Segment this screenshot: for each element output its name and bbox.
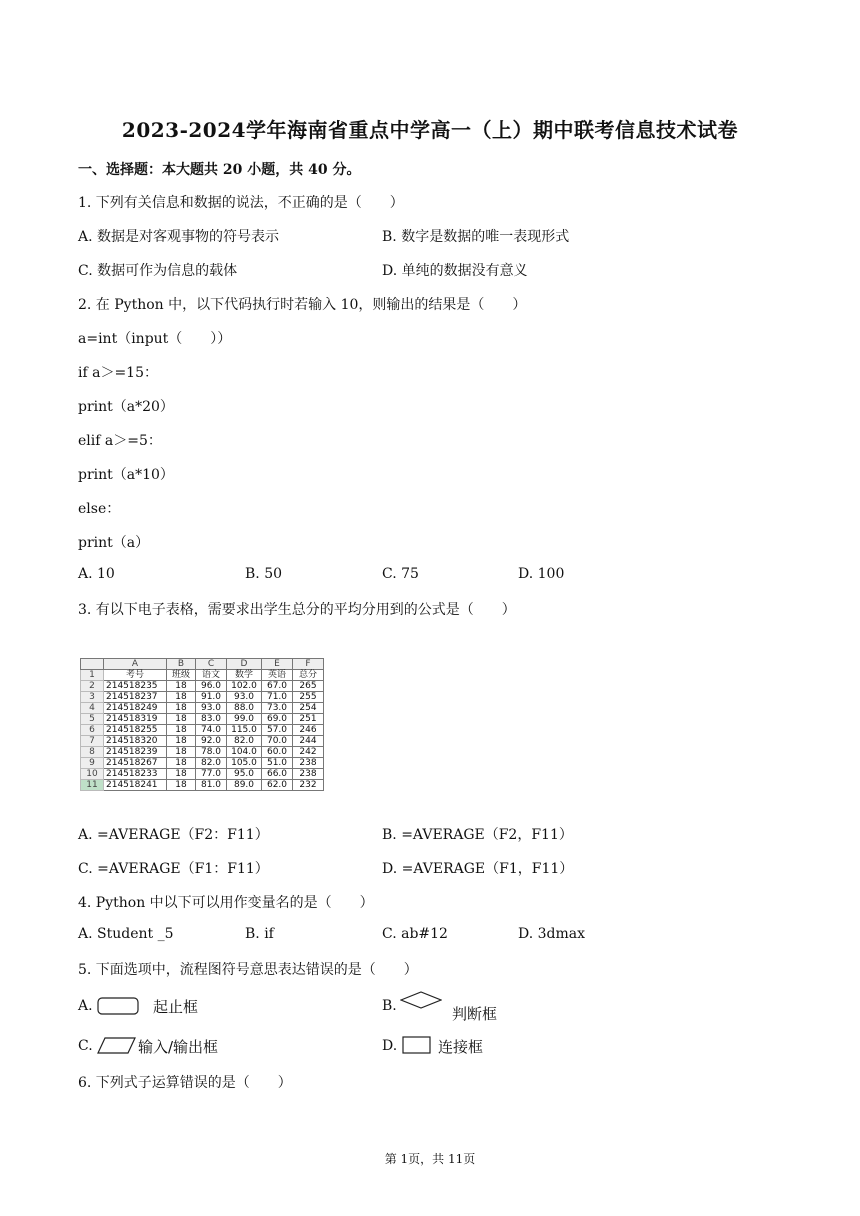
sheet-cell: 74.0 — [196, 725, 227, 736]
q2-code-line: else： — [78, 501, 121, 517]
sheet-row-number: 4 — [81, 703, 104, 714]
sheet-column-letter: B — [167, 659, 196, 670]
q3-stem: 3. 有以下电子表格，需要求出学生总分的平均分用到的公式是（ ） — [78, 602, 516, 618]
q2-code-line: if a＞=15： — [78, 365, 159, 381]
sheet-column-letter: D — [227, 659, 262, 670]
sheet-cell: 115.0 — [227, 725, 262, 736]
table-row — [81, 714, 324, 725]
sheet-cell: 232 — [293, 780, 324, 791]
sheet-header-cell: 班级 — [167, 670, 196, 681]
q4-option-d: D. 3dmax — [518, 926, 586, 942]
sheet-cell: 238 — [293, 769, 324, 780]
q1-stem: 1. 下列有关信息和数据的说法，不正确的是（ ） — [78, 195, 404, 211]
q4-stem: 4. Python 中以下可以用作变量名的是（ ） — [78, 895, 374, 911]
q2-option-d: D. 100 — [518, 566, 565, 582]
sheet-cell: 244 — [293, 736, 324, 747]
decision-symbol-icon — [400, 990, 442, 1012]
sheet-row-number: 1 — [81, 670, 104, 681]
sheet-cell: 254 — [293, 703, 324, 714]
sheet-cell: 18 — [167, 780, 196, 791]
q5-option-d-label: 连接框 — [438, 1038, 484, 1056]
q5-option-b: B. — [382, 998, 397, 1014]
section-heading: 一、选择题：本大题共 20 小题，共 40 分。 — [78, 162, 361, 178]
q5-option-a: A. — [78, 998, 93, 1014]
q5-option-d: D. — [382, 1038, 398, 1054]
sheet-cell: 18 — [167, 703, 196, 714]
q6-stem: 6. 下列式子运算错误的是（ ） — [78, 1075, 292, 1091]
table-row — [81, 780, 324, 791]
page-footer: 第 1页，共 11页 — [384, 1152, 476, 1166]
q3-option-b: B. =AVERAGE（F2，F11） — [382, 827, 573, 843]
sheet-cell: 51.0 — [262, 758, 293, 769]
q5-option-a-label: 起止框 — [153, 998, 199, 1016]
sheet-cell: 18 — [167, 736, 196, 747]
sheet-cell: 78.0 — [196, 747, 227, 758]
sheet-row-number: 9 — [81, 758, 104, 769]
q2-option-b: B. 50 — [245, 566, 283, 582]
sheet-row-number: 6 — [81, 725, 104, 736]
sheet-header-cell: 数学 — [227, 670, 262, 681]
table-row — [81, 736, 324, 747]
table-row — [81, 747, 324, 758]
sheet-cell: 82.0 — [196, 758, 227, 769]
sheet-cell: 214518255 — [104, 725, 167, 736]
sheet-column-letter: C — [196, 659, 227, 670]
sheet-cell: 251 — [293, 714, 324, 725]
q1-option-b: B. 数字是数据的唯一表现形式 — [382, 229, 570, 245]
sheet-column-letter: A — [104, 659, 167, 670]
sheet-corner-cell — [81, 659, 104, 670]
q1-option-c: C. 数据可作为信息的载体 — [78, 263, 238, 279]
spreadsheet-image — [80, 658, 324, 791]
sheet-cell: 83.0 — [196, 714, 227, 725]
q3-option-c: C. =AVERAGE（F1：F11） — [78, 861, 269, 877]
table-row — [81, 692, 324, 703]
q5-stem: 5. 下面选项中，流程图符号意思表达错误的是（ ） — [78, 962, 418, 978]
q2-code-line: print（a） — [78, 535, 150, 551]
sheet-column-letters — [81, 659, 324, 670]
sheet-cell: 102.0 — [227, 681, 262, 692]
table-row — [81, 703, 324, 714]
q5-option-b-label: 判断框 — [452, 1005, 498, 1023]
sheet-cell: 18 — [167, 758, 196, 769]
sheet-cell: 69.0 — [262, 714, 293, 725]
sheet-cell: 96.0 — [196, 681, 227, 692]
sheet-row-number: 3 — [81, 692, 104, 703]
q2-option-c: C. 75 — [382, 566, 419, 582]
q5-option-c-label: 输入/输出框 — [138, 1038, 219, 1056]
q2-code-line: elif a＞=5： — [78, 433, 162, 449]
sheet-cell: 81.0 — [196, 780, 227, 791]
sheet-cell: 99.0 — [227, 714, 262, 725]
sheet-row-number: 7 — [81, 736, 104, 747]
sheet-cell: 255 — [293, 692, 324, 703]
sheet-cell: 18 — [167, 725, 196, 736]
table-row — [81, 769, 324, 780]
sheet-cell: 93.0 — [227, 692, 262, 703]
sheet-cell: 105.0 — [227, 758, 262, 769]
q3-option-a: A. =AVERAGE（F2：F11） — [78, 827, 269, 843]
sheet-cell: 214518239 — [104, 747, 167, 758]
table-row — [81, 725, 324, 736]
sheet-cell: 89.0 — [227, 780, 262, 791]
sheet-column-letter: F — [293, 659, 324, 670]
sheet-cell: 246 — [293, 725, 324, 736]
q4-option-b: B. if — [245, 926, 274, 942]
sheet-cell: 214518241 — [104, 780, 167, 791]
process-symbol-icon — [402, 1036, 432, 1056]
table-row — [81, 758, 324, 769]
sheet-cell: 91.0 — [196, 692, 227, 703]
sheet-cell: 265 — [293, 681, 324, 692]
sheet-header-row — [81, 670, 324, 681]
q2-code-line: print（a*10） — [78, 467, 174, 483]
sheet-cell: 214518249 — [104, 703, 167, 714]
sheet-cell: 18 — [167, 714, 196, 725]
q4-option-a: A. Student _5 — [78, 926, 174, 942]
sheet-row-number: 10 — [81, 769, 104, 780]
table-row — [81, 681, 324, 692]
sheet-cell: 82.0 — [227, 736, 262, 747]
sheet-cell: 214518319 — [104, 714, 167, 725]
sheet-cell: 77.0 — [196, 769, 227, 780]
sheet-cell: 18 — [167, 747, 196, 758]
sheet-header-cell: 英语 — [262, 670, 293, 681]
sheet-cell: 214518235 — [104, 681, 167, 692]
terminal-symbol-icon — [97, 997, 139, 1017]
sheet-row-number: 11 — [81, 780, 104, 791]
sheet-cell: 62.0 — [262, 780, 293, 791]
q1-option-d: D. 单纯的数据没有意义 — [382, 263, 528, 279]
sheet-cell: 95.0 — [227, 769, 262, 780]
q4-option-c: C. ab#12 — [382, 926, 448, 942]
exam-title: 2023-2024学年海南省重点中学高一（上）期中联考信息技术试卷 — [121, 118, 739, 142]
sheet-cell: 71.0 — [262, 692, 293, 703]
sheet-cell: 66.0 — [262, 769, 293, 780]
sheet-cell: 73.0 — [262, 703, 293, 714]
sheet-cell: 104.0 — [227, 747, 262, 758]
sheet-cell: 92.0 — [196, 736, 227, 747]
sheet-header-cell: 考号 — [104, 670, 167, 681]
sheet-cell: 60.0 — [262, 747, 293, 758]
sheet-cell: 214518233 — [104, 769, 167, 780]
sheet-row-number: 8 — [81, 747, 104, 758]
sheet-cell: 238 — [293, 758, 324, 769]
sheet-cell: 18 — [167, 681, 196, 692]
sheet-cell: 214518237 — [104, 692, 167, 703]
sheet-cell: 67.0 — [262, 681, 293, 692]
q5-option-c: C. — [78, 1038, 93, 1054]
sheet-cell: 88.0 — [227, 703, 262, 714]
sheet-header-cell: 语文 — [196, 670, 227, 681]
sheet-cell: 18 — [167, 692, 196, 703]
sheet-header-cell: 总分 — [293, 670, 324, 681]
sheet-cell: 93.0 — [196, 703, 227, 714]
sheet-cell: 214518267 — [104, 758, 167, 769]
io-symbol-icon — [97, 1036, 137, 1056]
q3-option-d: D. =AVERAGE（F1，F11） — [382, 861, 574, 877]
q2-option-a: A. 10 — [78, 566, 115, 582]
q2-code-line: print（a*20） — [78, 399, 174, 415]
sheet-cell: 57.0 — [262, 725, 293, 736]
sheet-column-letter: E — [262, 659, 293, 670]
sheet-row-number: 5 — [81, 714, 104, 725]
sheet-cell: 214518320 — [104, 736, 167, 747]
sheet-cell: 242 — [293, 747, 324, 758]
q2-code-line: a=int（input（ ）） — [78, 331, 232, 347]
sheet-row-number: 2 — [81, 681, 104, 692]
sheet-cell: 18 — [167, 769, 196, 780]
sheet-cell: 70.0 — [262, 736, 293, 747]
q2-stem: 2. 在 Python 中，以下代码执行时若输入 10，则输出的结果是（ ） — [78, 297, 527, 313]
q1-option-a: A. 数据是对客观事物的符号表示 — [78, 229, 280, 245]
